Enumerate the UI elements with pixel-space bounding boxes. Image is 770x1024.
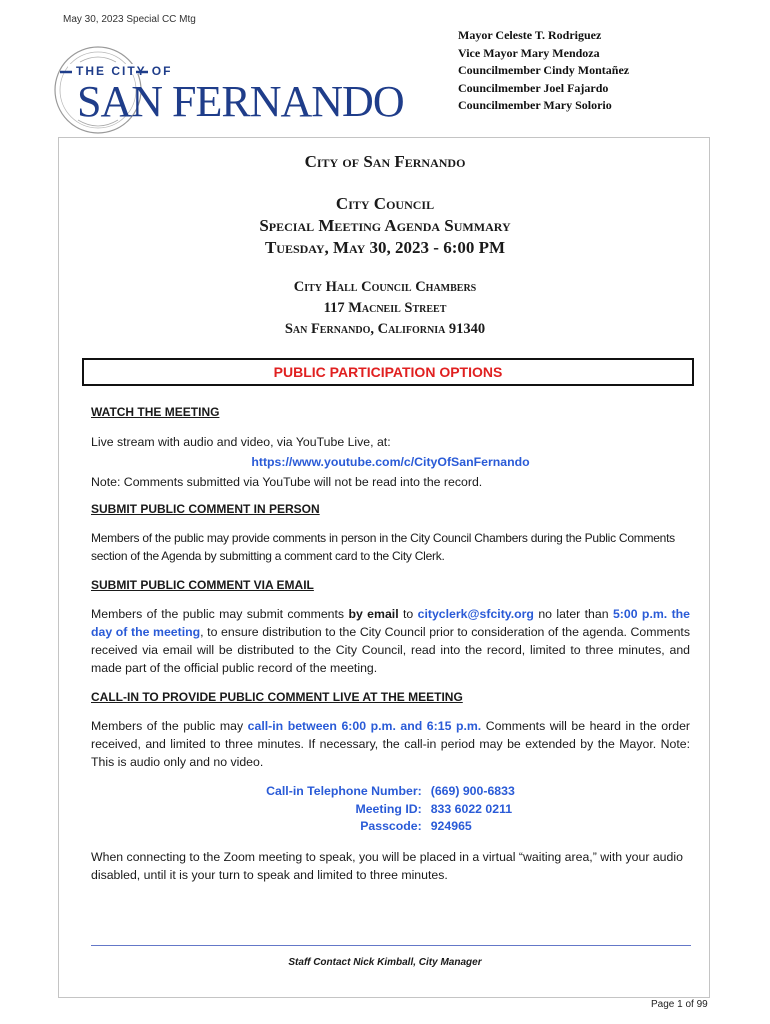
- email-deadline: 5:00 p.m. the day of the meeting: [91, 607, 691, 639]
- email-text-3: no later than: [533, 607, 613, 621]
- callin-text: [91, 717, 690, 771]
- callin-heading: CALL-IN TO PROVIDE PUBLIC COMMENT LIVE AT THE MEETING: [91, 690, 463, 704]
- by-email: by email: [348, 607, 399, 621]
- watch-note: Note: Comments submitted via YouTube will not be read into the record.: [91, 475, 483, 489]
- watch-line: Live stream with audio and video, via YouTube Live, at:: [91, 435, 391, 449]
- callin-text-1: Members of the public may: [91, 719, 248, 733]
- title-body: City Council: [335, 194, 435, 213]
- venue-citystate: San Fernando, California 91340: [284, 321, 486, 337]
- official-3: Councilmember Joel Fajardo: [458, 80, 609, 95]
- youtube-link[interactable]: https://www.youtube.com/c/CityOfSanFernando: [251, 455, 530, 469]
- official-1: Vice Mayor Mary Mendoza: [458, 45, 600, 60]
- title-city: City of San Fernando: [304, 152, 466, 171]
- venue-name: City Hall Council Chambers: [293, 279, 477, 295]
- passcode-label: Passcode:: [360, 819, 422, 833]
- meeting-id-label: Meeting ID:: [355, 801, 422, 816]
- participation-content: [91, 403, 690, 884]
- staff-contact: Staff Contact Nick Kimball, City Manager: [288, 957, 482, 968]
- callin-details: [91, 783, 690, 836]
- title-meeting: Special Meeting Agenda Summary: [259, 216, 511, 235]
- in-person-heading: SUBMIT PUBLIC COMMENT IN PERSON: [91, 502, 320, 516]
- phone-number[interactable]: (669) 900-6833: [430, 784, 515, 798]
- official-0: Mayor Celeste T. Rodriguez: [458, 28, 602, 42]
- logo-small-text: THE CITY OF: [76, 64, 173, 78]
- footer-rule: [91, 945, 691, 946]
- callin-window: call-in between 6:00 p.m. and 6:15 p.m.: [247, 719, 482, 733]
- clerk-email-link[interactable]: cityclerk@sfcity.org: [417, 607, 534, 621]
- meeting-id: 833 6022 0211: [430, 801, 513, 816]
- watch-heading: WATCH THE MEETING: [91, 405, 220, 419]
- city-logo: [40, 42, 404, 138]
- email-text-1: Members of the public may submit comments: [91, 607, 349, 621]
- in-person-text: Members of the public may provide comments in person in the City Council Chambers during the Public Comments section of the Agenda by submitting a comment card to the City Clerk.: [91, 531, 675, 563]
- venue-block: [0, 277, 770, 340]
- venue-street: 117 Macneil Street: [323, 300, 447, 316]
- participation-banner: PUBLIC PARTICIPATION OPTIONS: [82, 358, 694, 386]
- email-heading: SUBMIT PUBLIC COMMENT VIA EMAIL: [91, 578, 314, 592]
- passcode: 924965: [430, 819, 472, 833]
- officials-list: [458, 27, 629, 115]
- title-date: Tuesday, May 30, 2023 - 6:00 PM: [264, 238, 506, 257]
- zoom-closing-text: When connecting to the Zoom meeting to speak, you will be placed in a virtual “waiting area,” with your audio disabled, until it is your turn to speak and limited to three minutes.: [91, 849, 683, 882]
- page-number: Page 1 of 99: [651, 999, 708, 1010]
- email-text-2: to: [398, 607, 418, 621]
- callin-text-2: Comments will be heard in the order received, and limited to three minutes. If necessary, the call-in period may be extended by the Mayor. Note: This is audio only and no video.: [91, 719, 691, 769]
- official-2: Councilmember Cindy Montañez: [458, 63, 630, 77]
- meeting-header-line: May 30, 2023 Special CC Mtg: [63, 14, 196, 25]
- email-text: [91, 605, 690, 677]
- phone-label: Call-in Telephone Number:: [266, 784, 422, 798]
- official-4: Councilmember Mary Solorio: [458, 98, 612, 112]
- title-block: [0, 193, 770, 259]
- email-text-4: , to ensure distribution to the City Council prior to consideration of the agenda. Comments received via email will be distributed to the City Council, read into the record, limited to three minutes, and made part of the official public record of the meeting.: [91, 625, 690, 675]
- logo-big-text: SAN FERNANDO: [77, 77, 404, 126]
